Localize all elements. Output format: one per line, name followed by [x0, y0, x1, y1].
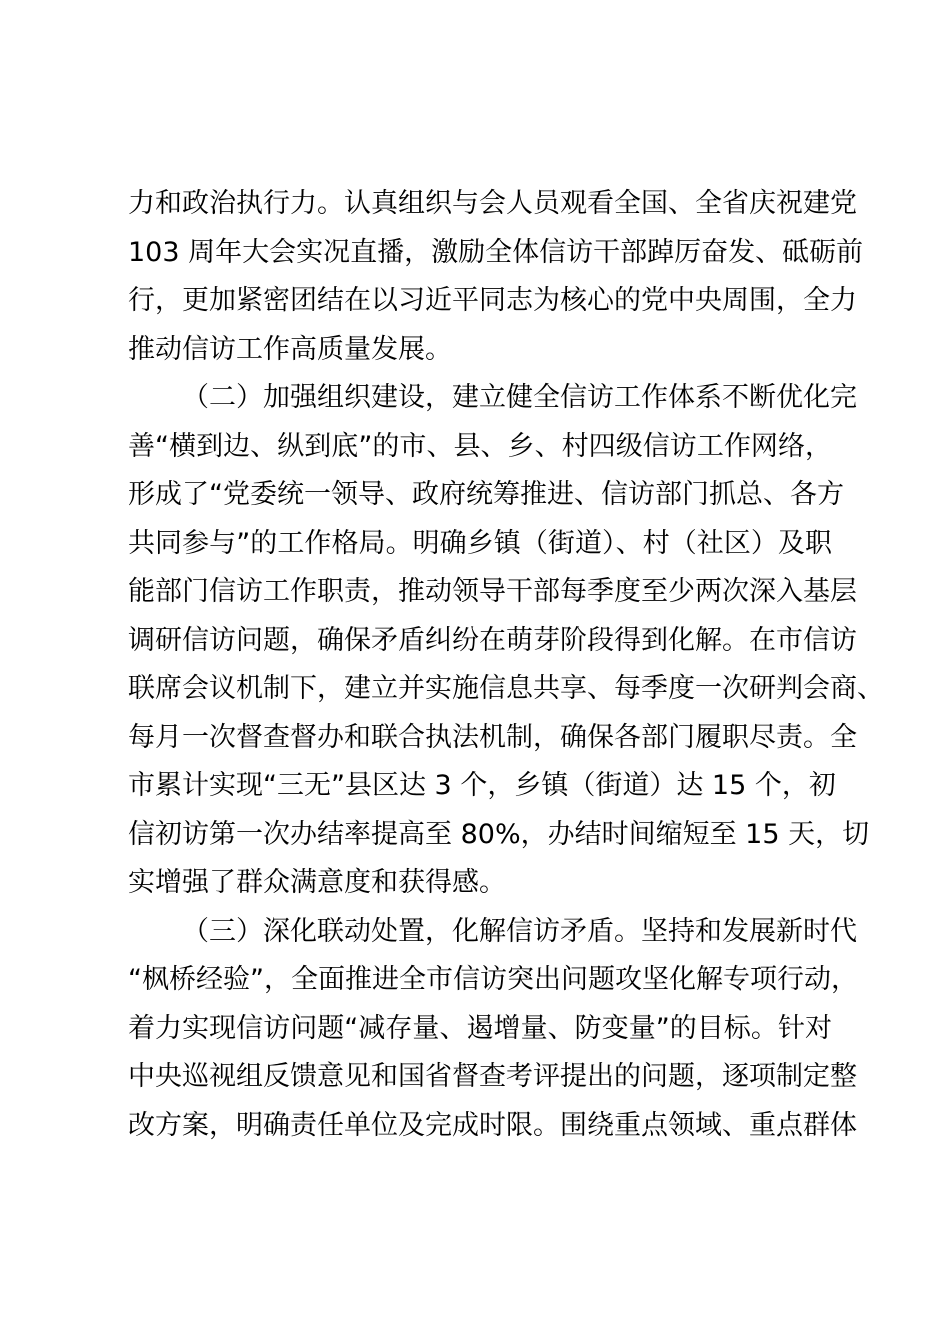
- text-line: 推动信访工作高质量发展。: [128, 333, 452, 365]
- text-line: 信初访第一次办结率提高至 80%，办结时间缩短至 15 天，切: [128, 818, 870, 850]
- text-line: 中央巡视组反馈意见和国省督查考评提出的问题，逐项制定整: [128, 1061, 857, 1092]
- text-line: “枫桥经验”，全面推进全市信访突出问题攻坚化解专项行动，: [128, 964, 858, 995]
- text-line: 共同参与”的工作格局。明确乡镇（街道）、村（社区）及职: [128, 527, 832, 559]
- text-line: 调研信访问题，确保矛盾纠纷在萌芽阶段得到化解。在市信访: [128, 624, 857, 656]
- text-line: 形成了“党委统一领导、政府统筹推进、信访部门抓总、各方: [128, 479, 844, 510]
- text-line: 实增强了群众满意度和获得感。: [128, 867, 506, 898]
- text-line: 能部门信访工作职责，推动领导干部每季度至少两次深入基层: [128, 576, 857, 607]
- text-line: 联席会议机制下，建立并实施信息共享、每季度一次研判会商、: [128, 673, 884, 704]
- text-line: 着力实现信访问题“减存量、遏增量、防变量”的目标。针对: [128, 1012, 832, 1044]
- text-line: 改方案，明确责任单位及完成时限。围绕重点领域、重点群体: [128, 1109, 857, 1141]
- text-line: 行，更加紧密团结在以习近平同志为核心的党中央周围，全力: [128, 285, 857, 316]
- text-line: 市累计实现“三无”县区达 3 个，乡镇（街道）达 15 个，初: [128, 770, 836, 801]
- document-body: [128, 180, 884, 1150]
- section-heading-line: （二）加强组织建设，建立健全信访工作体系不断优化完: [182, 382, 857, 413]
- text-line: 103 周年大会实况直播，激励全体信访干部踔厉奋发、砥砺前: [128, 236, 864, 268]
- section-heading-line: （三）深化联动处置，化解信访矛盾。坚持和发展新时代: [182, 915, 857, 947]
- text-line: 每月一次督查督办和联合执法机制，确保各部门履职尽责。全: [128, 721, 857, 753]
- text-line: 力和政治执行力。认真组织与会人员观看全国、全省庆祝建党: [128, 188, 857, 219]
- text-line: 善“横到边、纵到底”的市、县、乡、村四级信访工作网络，: [128, 430, 832, 462]
